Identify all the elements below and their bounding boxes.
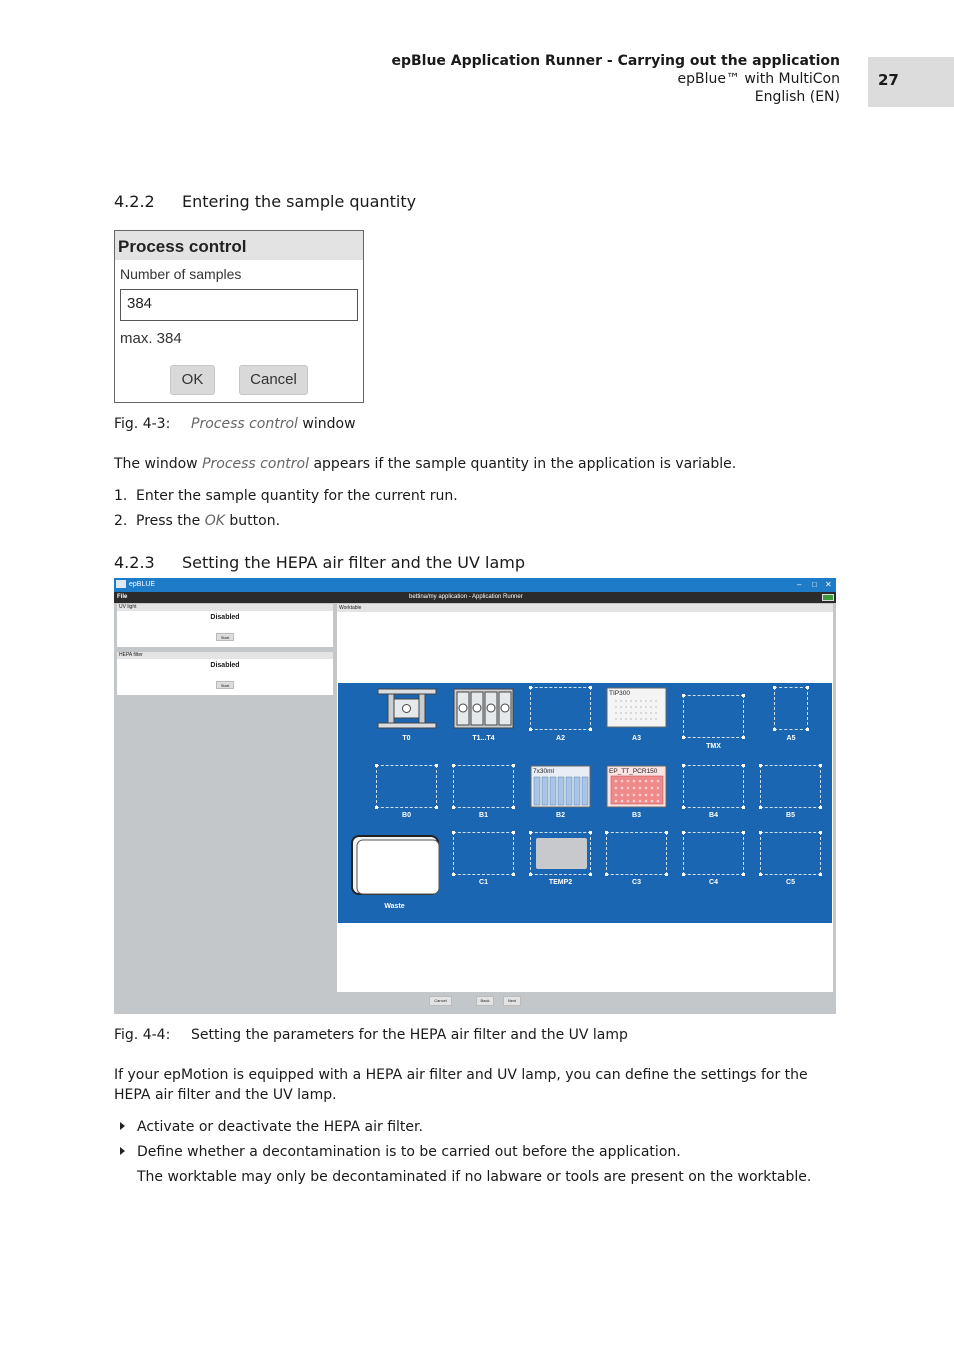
slot-corner-marker [529, 728, 532, 731]
step-text-end: button. [224, 513, 281, 529]
slot-corner-marker [819, 764, 822, 767]
slot-corner-marker [512, 806, 515, 809]
slot-b2[interactable] [530, 765, 591, 819]
slot-corner-marker [682, 873, 685, 876]
section-heading-4-2-3 [114, 553, 525, 572]
slot-corner-marker [452, 764, 455, 767]
step-number: 2. [114, 513, 128, 529]
slot-corner-marker [742, 736, 745, 739]
empty-slot-frame [683, 765, 744, 808]
panel-header: UV light [117, 604, 333, 611]
labware-name: 7x30ml [533, 768, 554, 775]
empty-slot-frame [774, 687, 808, 730]
app-next-button[interactable]: Next [503, 996, 521, 1006]
figure-label: Fig. 4-3: [114, 416, 171, 432]
slot-corner-marker [589, 686, 592, 689]
empty-slot-frame [376, 765, 437, 808]
header-subtitle: epBlue™ with MultiCon [677, 71, 840, 87]
slot-corner-marker [759, 764, 762, 767]
process-control-dialog [114, 230, 364, 403]
slot-c5[interactable] [760, 832, 821, 886]
slot-corner-marker [375, 806, 378, 809]
slot-corner-marker [375, 764, 378, 767]
hepa-status: Disabled [210, 662, 240, 669]
para-text-end: appears if the sample quantity in the application is variable. [309, 456, 737, 472]
triangle-bullet-icon [120, 1122, 125, 1130]
battery-icon [822, 594, 834, 601]
slot-label: C3 [632, 879, 641, 886]
slot-corner-marker [759, 806, 762, 809]
slot-b1[interactable] [453, 765, 514, 819]
step-1 [114, 488, 458, 504]
slot-label: B1 [479, 812, 488, 819]
section-number: 4.2.2 [114, 192, 155, 211]
minimize-icon[interactable]: – [797, 580, 802, 589]
caption-rest: window [297, 416, 356, 432]
slot-corner-marker [452, 873, 455, 876]
slot-c4[interactable] [683, 832, 744, 886]
step-2 [114, 513, 280, 529]
slot-t0[interactable] [376, 687, 437, 742]
hepa-start-button[interactable]: Start [216, 681, 234, 689]
number-of-samples-label: Number of samples [120, 266, 242, 282]
slot-label: TEMP2 [548, 879, 573, 886]
slot-label: B3 [632, 812, 641, 819]
slot-corner-marker [589, 873, 592, 876]
cancel-button[interactable]: Cancel [239, 365, 308, 395]
slot-c1[interactable] [453, 832, 514, 886]
header-language: English (EN) [754, 89, 840, 105]
slot-label: B0 [402, 812, 411, 819]
slot-waste[interactable] [350, 833, 442, 910]
running-header [391, 52, 840, 106]
slot-corner-marker [773, 686, 776, 689]
hepa-filter-panel [117, 652, 333, 695]
slot-label: Waste [384, 903, 405, 910]
slot-corner-marker [773, 728, 776, 731]
slot-b4[interactable] [683, 765, 744, 819]
slot-corner-marker [759, 873, 762, 876]
slot-corner-marker [512, 831, 515, 834]
section-number: 4.2.3 [114, 553, 155, 572]
worktable-panel [337, 604, 833, 992]
app-cancel-button[interactable]: Cancel [429, 996, 452, 1006]
application-runner-screenshot [114, 578, 836, 1014]
slot-corner-marker [605, 873, 608, 876]
slot-a3[interactable] [606, 687, 667, 742]
figure-label: Fig. 4-4: [114, 1027, 171, 1043]
slot-corner-marker [435, 806, 438, 809]
step-number: 1. [114, 488, 128, 504]
slot-label: A2 [556, 735, 565, 742]
figure-caption-4-3 [114, 416, 356, 432]
slot-c3[interactable] [606, 832, 667, 886]
slot-label: T1...T4 [472, 735, 495, 742]
paragraph-process-control [114, 454, 839, 474]
slot-corner-marker [742, 873, 745, 876]
slot-corner-marker [806, 728, 809, 731]
slot-corner-marker [529, 873, 532, 876]
waste-container-icon [350, 833, 442, 897]
para-italic: Process control [202, 456, 310, 472]
close-icon[interactable]: ✕ [825, 580, 832, 589]
slot-corner-marker [682, 764, 685, 767]
step-text: Enter the sample quantity for the current run. [136, 488, 458, 504]
page-number-box [868, 57, 954, 107]
slot-label: A5 [786, 735, 796, 742]
slot-corner-marker [589, 831, 592, 834]
slot-corner-marker [806, 686, 809, 689]
slot-label: A3 [632, 735, 641, 742]
paragraph-hepa-uv: If your epMotion is equipped with a HEPA air filter and UV lamp, you can define the settings for the HEPA air filter and the UV lamp. [114, 1067, 808, 1103]
slot-label: B5 [786, 812, 795, 819]
empty-slot-frame [453, 765, 514, 808]
slot-b0[interactable] [376, 765, 437, 819]
empty-slot-frame [683, 832, 744, 875]
empty-slot-frame [453, 832, 514, 875]
ok-button[interactable]: OK [170, 365, 215, 395]
step-italic: OK [204, 513, 225, 529]
slot-corner-marker [682, 806, 685, 809]
slot-corner-marker [452, 806, 455, 809]
slot-label: C4 [709, 879, 718, 886]
slot-b5[interactable] [760, 765, 821, 819]
application-title: bettina/my application - Application Runner [409, 594, 523, 600]
figure-caption-4-4 [114, 1027, 628, 1043]
slot-corner-marker [512, 873, 515, 876]
slot-a2[interactable] [530, 687, 591, 742]
slot-corner-marker [682, 736, 685, 739]
slot-t1-t4[interactable] [453, 687, 514, 742]
triangle-bullet-icon [120, 1147, 125, 1155]
slot-corner-marker [529, 831, 532, 834]
slot-b3[interactable] [606, 765, 667, 819]
slot-a5[interactable] [774, 687, 808, 742]
labware-name: TIP300 [609, 690, 630, 697]
step-text: Press the [136, 513, 205, 529]
bullet-text: Activate or deactivate the HEPA air filter. [137, 1119, 423, 1135]
bullet-note: The worktable may only be decontaminated if no labware or tools are present on the worktable. [137, 1169, 812, 1185]
uv-start-button[interactable]: Start [216, 633, 234, 641]
slot-corner-marker [682, 694, 685, 697]
labware-name: EP_TT_PCR150 [609, 768, 658, 775]
slot-corner-marker [665, 873, 668, 876]
dialog-title: Process control [115, 231, 363, 260]
page-number: 27 [878, 71, 899, 89]
uv-light-panel [117, 604, 333, 647]
section-title: Setting the HEPA air filter and the UV lamp [182, 553, 525, 572]
section-title: Entering the sample quantity [182, 192, 417, 211]
bullet-2 [114, 1144, 681, 1160]
caption-italic: Process control [191, 416, 298, 432]
para-text: The window [114, 456, 203, 472]
empty-slot-frame [760, 765, 821, 808]
slot-label: TMX [706, 743, 721, 750]
tool-holder-icon [453, 687, 514, 730]
slot-corner-marker [435, 764, 438, 767]
maximize-icon[interactable]: □ [812, 580, 817, 589]
pcr-plate-icon [606, 765, 667, 808]
section-heading-4-2-2 [114, 192, 416, 211]
slot-label: C5 [786, 879, 795, 886]
slot-corner-marker [605, 831, 608, 834]
slot-corner-marker [589, 728, 592, 731]
window-name: epBLUE [129, 581, 156, 588]
slot-tmx[interactable] [683, 695, 744, 750]
thermo-rack-icon [376, 687, 437, 730]
slot-label: B4 [709, 812, 718, 819]
empty-slot-frame [530, 687, 591, 730]
tip-rack-icon [606, 687, 667, 730]
menu-file[interactable]: File [117, 594, 128, 600]
empty-slot-frame [683, 695, 744, 738]
slot-corner-marker [742, 694, 745, 697]
slot-corner-marker [819, 806, 822, 809]
menu-bar [114, 592, 836, 603]
uv-status: Disabled [210, 614, 240, 621]
empty-slot-frame [760, 832, 821, 875]
slot-corner-marker [759, 831, 762, 834]
bullet-1 [114, 1119, 423, 1135]
app-icon [116, 580, 126, 588]
slot-corner-marker [682, 831, 685, 834]
slot-temp2[interactable] [530, 832, 591, 886]
worktable-header: Worktable [337, 604, 833, 612]
slot-corner-marker [742, 831, 745, 834]
slot-corner-marker [819, 831, 822, 834]
slot-corner-marker [529, 686, 532, 689]
window-titlebar [114, 578, 836, 592]
header-title: epBlue Application Runner - Carrying out the application [391, 53, 840, 69]
caption-text: Setting the parameters for the HEPA air filter and the UV lamp [191, 1027, 628, 1043]
slot-label: T0 [402, 735, 411, 742]
tube-rack-icon [530, 765, 591, 808]
slot-corner-marker [742, 806, 745, 809]
thermo-module-icon [536, 838, 587, 869]
slot-corner-marker [819, 873, 822, 876]
panel-header: HEPA filter [117, 652, 333, 659]
slot-corner-marker [742, 764, 745, 767]
slot-corner-marker [665, 831, 668, 834]
worktable-deck [338, 683, 832, 923]
empty-slot-frame [606, 832, 667, 875]
slot-corner-marker [452, 831, 455, 834]
slot-label: B2 [556, 812, 565, 819]
app-back-button[interactable]: Back [476, 996, 494, 1006]
slot-label: C1 [479, 879, 488, 886]
slot-corner-marker [512, 764, 515, 767]
bullet-text: Define whether a decontamination is to be carried out before the application. [137, 1144, 681, 1160]
max-samples-text: max. 384 [120, 330, 182, 347]
number-of-samples-input[interactable]: 384 [120, 289, 358, 321]
